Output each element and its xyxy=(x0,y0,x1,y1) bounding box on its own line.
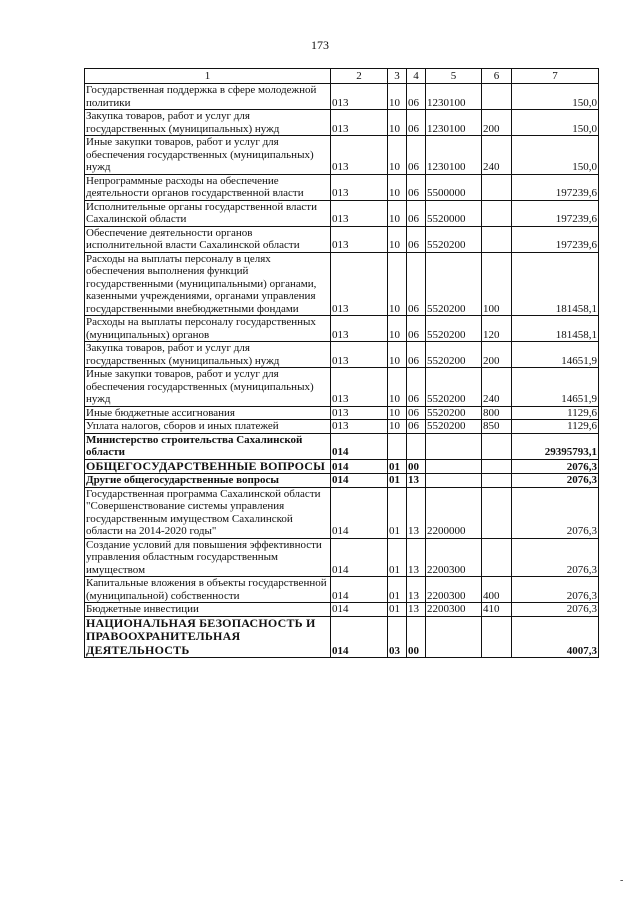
row-target-item: 1230100 xyxy=(426,136,482,175)
row-section: 10 xyxy=(388,406,407,420)
row-section: 10 xyxy=(388,226,407,252)
row-admin-code: 013 xyxy=(331,136,388,175)
row-subsection: 13 xyxy=(407,577,426,603)
row-subsection: 06 xyxy=(407,110,426,136)
row-expense-type xyxy=(482,200,512,226)
row-section: 10 xyxy=(388,174,407,200)
row-amount: 14651,9 xyxy=(512,368,599,407)
page-number: 173 xyxy=(311,38,329,52)
row-expense-type: 240 xyxy=(482,368,512,407)
row-amount: 197239,6 xyxy=(512,226,599,252)
row-amount: 1129,6 xyxy=(512,420,599,434)
row-expense-type: 400 xyxy=(482,577,512,603)
table-row xyxy=(85,110,599,136)
row-name: Государственная поддержка в сфере молодежной политики xyxy=(85,84,331,110)
row-section xyxy=(388,433,407,459)
row-admin-code: 013 xyxy=(331,316,388,342)
table-row xyxy=(85,487,599,538)
row-name: Закупка товаров, работ и услуг для государственных (муниципальных) нужд xyxy=(85,110,331,136)
row-target-item: 2200000 xyxy=(426,487,482,538)
row-admin-code: 014 xyxy=(331,603,388,617)
table-row xyxy=(85,406,599,420)
table-body xyxy=(85,84,599,658)
row-name: Расходы на выплаты персоналу в целях обеспечения выполнения функций государственными (муниципальными) органами, казенными учреждениями, органами управления государственными внебюджетными фондами xyxy=(85,252,331,316)
table-row xyxy=(85,200,599,226)
table-row xyxy=(85,603,599,617)
row-target-item: 2200300 xyxy=(426,538,482,577)
row-amount: 2076,3 xyxy=(512,577,599,603)
row-name: НАЦИОНАЛЬНАЯ БЕЗОПАСНОСТЬ И ПРАВООХРАНИТЕЛЬНАЯ ДЕЯТЕЛЬНОСТЬ xyxy=(85,616,331,658)
row-amount: 2076,3 xyxy=(512,487,599,538)
row-subsection: 06 xyxy=(407,406,426,420)
row-target-item xyxy=(426,459,482,474)
row-amount: 181458,1 xyxy=(512,316,599,342)
table-row xyxy=(85,226,599,252)
table-row xyxy=(85,538,599,577)
row-section: 10 xyxy=(388,136,407,175)
row-section: 10 xyxy=(388,368,407,407)
header-col-7: 7 xyxy=(512,69,599,84)
row-target-item: 5520200 xyxy=(426,406,482,420)
row-section: 10 xyxy=(388,110,407,136)
row-amount: 2076,3 xyxy=(512,538,599,577)
row-amount: 4007,3 xyxy=(512,616,599,658)
row-subsection: 06 xyxy=(407,252,426,316)
row-admin-code: 013 xyxy=(331,84,388,110)
corner-mark: - xyxy=(620,875,624,886)
row-section: 10 xyxy=(388,200,407,226)
row-name: Закупка товаров, работ и услуг для государственных (муниципальных) нужд xyxy=(85,342,331,368)
header-col-4: 4 xyxy=(407,69,426,84)
row-target-item: 5520200 xyxy=(426,252,482,316)
table-row xyxy=(85,433,599,459)
row-admin-code: 013 xyxy=(331,174,388,200)
row-section: 01 xyxy=(388,459,407,474)
row-expense-type xyxy=(482,487,512,538)
row-name: Создание условий для повышения эффективности управления областным государственным имуществом xyxy=(85,538,331,577)
row-name: Расходы на выплаты персоналу государственных (муниципальных) органов xyxy=(85,316,331,342)
header-col-1: 1 xyxy=(85,69,331,84)
row-section: 01 xyxy=(388,538,407,577)
row-section: 01 xyxy=(388,577,407,603)
row-expense-type xyxy=(482,226,512,252)
row-admin-code: 014 xyxy=(331,459,388,474)
header-col-5: 5 xyxy=(426,69,482,84)
row-expense-type: 240 xyxy=(482,136,512,175)
row-subsection: 06 xyxy=(407,420,426,434)
row-section: 03 xyxy=(388,616,407,658)
row-subsection: 06 xyxy=(407,200,426,226)
row-expense-type: 800 xyxy=(482,406,512,420)
row-target-item: 5500000 xyxy=(426,174,482,200)
table-header-row xyxy=(85,69,599,84)
row-subsection: 13 xyxy=(407,538,426,577)
table-row xyxy=(85,342,599,368)
row-amount: 197239,6 xyxy=(512,200,599,226)
row-amount: 150,0 xyxy=(512,84,599,110)
row-target-item: 5520200 xyxy=(426,342,482,368)
row-admin-code: 014 xyxy=(331,487,388,538)
row-subsection: 06 xyxy=(407,174,426,200)
row-amount: 1129,6 xyxy=(512,406,599,420)
row-expense-type: 200 xyxy=(482,342,512,368)
table-row xyxy=(85,136,599,175)
row-name: Капитальные вложения в объекты государственной (муниципальной) собственности xyxy=(85,577,331,603)
row-admin-code: 014 xyxy=(331,577,388,603)
header-col-3: 3 xyxy=(388,69,407,84)
row-expense-type xyxy=(482,538,512,577)
table-row xyxy=(85,174,599,200)
row-admin-code: 014 xyxy=(331,538,388,577)
row-target-item: 5520200 xyxy=(426,226,482,252)
row-subsection: 00 xyxy=(407,459,426,474)
row-name: Государственная программа Сахалинской области "Совершенствование системы управления государственным имуществом Сахалинской области на 2014-2020 годы" xyxy=(85,487,331,538)
row-admin-code: 014 xyxy=(331,433,388,459)
table-row xyxy=(85,368,599,407)
budget-table xyxy=(84,68,599,658)
row-amount: 29395793,1 xyxy=(512,433,599,459)
table-row xyxy=(85,577,599,603)
row-subsection: 13 xyxy=(407,487,426,538)
row-section: 10 xyxy=(388,420,407,434)
row-section: 10 xyxy=(388,342,407,368)
row-amount: 2076,3 xyxy=(512,459,599,474)
row-amount: 181458,1 xyxy=(512,252,599,316)
row-admin-code: 013 xyxy=(331,226,388,252)
row-subsection xyxy=(407,433,426,459)
row-amount: 2076,3 xyxy=(512,474,599,488)
row-subsection: 13 xyxy=(407,603,426,617)
row-target-item: 5520200 xyxy=(426,316,482,342)
row-target-item: 5520000 xyxy=(426,200,482,226)
row-amount: 197239,6 xyxy=(512,174,599,200)
row-admin-code: 014 xyxy=(331,474,388,488)
row-section: 01 xyxy=(388,603,407,617)
row-target-item: 1230100 xyxy=(426,110,482,136)
table-row xyxy=(85,474,599,488)
row-subsection: 06 xyxy=(407,368,426,407)
row-name: Другие общегосударственные вопросы xyxy=(85,474,331,488)
table-row xyxy=(85,420,599,434)
row-section: 01 xyxy=(388,487,407,538)
row-target-item: 5520200 xyxy=(426,420,482,434)
row-target-item xyxy=(426,616,482,658)
row-section: 10 xyxy=(388,316,407,342)
row-section: 10 xyxy=(388,84,407,110)
row-admin-code: 013 xyxy=(331,110,388,136)
row-amount: 14651,9 xyxy=(512,342,599,368)
row-name: Непрограммные расходы на обеспечение деятельности органов государственной власти xyxy=(85,174,331,200)
row-name: Иные закупки товаров, работ и услуг для обеспечения государственных (муниципальных) нужд xyxy=(85,136,331,175)
row-target-item: 2200300 xyxy=(426,577,482,603)
row-name: Уплата налогов, сборов и иных платежей xyxy=(85,420,331,434)
table-row xyxy=(85,459,599,474)
row-admin-code: 013 xyxy=(331,252,388,316)
row-expense-type xyxy=(482,616,512,658)
row-expense-type: 410 xyxy=(482,603,512,617)
row-name: Иные закупки товаров, работ и услуг для обеспечения государственных (муниципальных) нужд xyxy=(85,368,331,407)
table-row xyxy=(85,616,599,658)
header-col-6: 6 xyxy=(482,69,512,84)
row-subsection: 13 xyxy=(407,474,426,488)
row-name: Бюджетные инвестиции xyxy=(85,603,331,617)
row-admin-code: 014 xyxy=(331,616,388,658)
row-admin-code: 013 xyxy=(331,406,388,420)
row-target-item xyxy=(426,474,482,488)
row-target-item: 5520200 xyxy=(426,368,482,407)
row-subsection: 06 xyxy=(407,84,426,110)
row-amount: 150,0 xyxy=(512,136,599,175)
row-subsection: 06 xyxy=(407,342,426,368)
row-name: ОБЩЕГОСУДАРСТВЕННЫЕ ВОПРОСЫ xyxy=(85,459,331,474)
table-row xyxy=(85,316,599,342)
table-row xyxy=(85,252,599,316)
row-amount: 150,0 xyxy=(512,110,599,136)
row-expense-type: 850 xyxy=(482,420,512,434)
row-name: Иные бюджетные ассигнования xyxy=(85,406,331,420)
row-section: 01 xyxy=(388,474,407,488)
row-target-item xyxy=(426,433,482,459)
row-expense-type: 120 xyxy=(482,316,512,342)
row-section: 10 xyxy=(388,252,407,316)
row-admin-code: 013 xyxy=(331,342,388,368)
row-target-item: 1230100 xyxy=(426,84,482,110)
row-admin-code: 013 xyxy=(331,368,388,407)
row-subsection: 06 xyxy=(407,316,426,342)
row-expense-type xyxy=(482,84,512,110)
row-amount: 2076,3 xyxy=(512,603,599,617)
row-name: Исполнительные органы государственной власти Сахалинской области xyxy=(85,200,331,226)
row-expense-type xyxy=(482,433,512,459)
row-expense-type xyxy=(482,474,512,488)
row-name: Обеспечение деятельности органов исполнительной власти Сахалинской области xyxy=(85,226,331,252)
row-subsection: 06 xyxy=(407,136,426,175)
row-target-item: 2200300 xyxy=(426,603,482,617)
row-expense-type xyxy=(482,174,512,200)
row-admin-code: 013 xyxy=(331,200,388,226)
header-col-2: 2 xyxy=(331,69,388,84)
table-row xyxy=(85,84,599,110)
row-subsection: 00 xyxy=(407,616,426,658)
row-name: Министерство строительства Сахалинской области xyxy=(85,433,331,459)
row-expense-type xyxy=(482,459,512,474)
row-subsection: 06 xyxy=(407,226,426,252)
row-expense-type: 200 xyxy=(482,110,512,136)
row-expense-type: 100 xyxy=(482,252,512,316)
row-admin-code: 013 xyxy=(331,420,388,434)
